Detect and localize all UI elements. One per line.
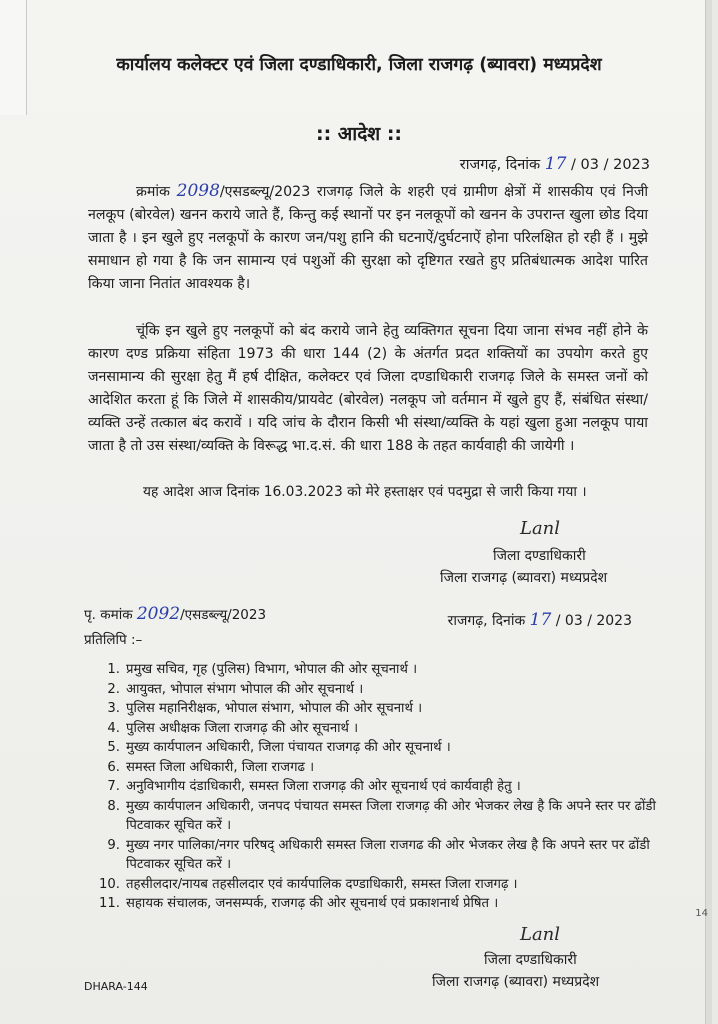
signature-1-district: जिला राजगढ़ (ब्यावरा) मध्यप्रदेश	[440, 570, 608, 586]
order-date	[460, 154, 650, 174]
signature-2-district: जिला राजगढ़ (ब्यावरा) मध्यप्रदेश	[432, 974, 600, 990]
copy-date	[448, 610, 632, 630]
copy-ref-suffix: /एसडब्ल्यू/2023	[180, 607, 267, 623]
list-item: 6. समस्त जिला अधिकारी, जिला राजगढ ।	[107, 759, 315, 775]
copy-date-prefix: राजगढ़, दिनांक	[447, 613, 526, 629]
date-day-handwritten: 17	[544, 154, 567, 174]
list-item: 10. तहसीलदार/नायब तहसीलदार एवं कार्यपालिक दण्डाधिकारी, समस्त जिला राजगढ़ ।	[99, 876, 518, 892]
signature-2	[520, 924, 560, 945]
order-number-suffix: /एसडब्ल्यू/2023	[219, 184, 311, 200]
signature-1	[520, 518, 560, 539]
issue-statement: यह आदेश आज दिनांक 16.03.2023 को मेरे हस्ताक्षर एवं पदमुद्रा से जारी किया गया ।	[143, 484, 587, 500]
date-prefix: राजगढ़, दिनांक	[459, 157, 541, 173]
list-item: 11. सहायक संचालक, जनसम्पर्क, राजगढ़ की ओर सूचनार्थ एवं प्रकाशनार्थ प्रेषित ।	[99, 896, 499, 911]
order-paragraph-1	[88, 180, 648, 296]
date-suffix: / 03 / 2023	[571, 157, 650, 173]
copy-date-suffix: / 03 / 2023	[555, 613, 632, 629]
list-item: 8. मुख्य कार्यपालन अधिकारी, जनपद पंचायत समस्त जिला राजगढ़ की ओर भेजकर लेख है कि अपने स्तर पर ढोंडी पिटवाकर सूचित करें ।	[107, 798, 656, 833]
signature-1-designation: जिला दण्डाधिकारी	[493, 548, 586, 564]
copy-ref-prefix: पृ. कमांक	[84, 607, 133, 623]
office-header: कार्यालय कलेक्टर एवं जिला दण्डाधिकारी, जिला राजगढ़ (ब्यावरा) मध्यप्रदेश	[116, 55, 602, 75]
copy-reference	[84, 604, 266, 624]
order-paragraph-2: चूंकि इन खुले हुए नलकूपों को बंद कराये जाने हेतु व्यक्तिगत सूचना दिया जाना संभव नहीं होने के कारण दण्ड प्रक्रिया संहिता 1973 की धारा 144 (2) के अंतर्गत प्रदत शक्तियों का उपयोग करते हुए जनसामान्य की सुरक्षा हेतु मैं हर्ष दीक्षित, कलेक्टर एवं जिला दण्डाधिकारी राजगढ़ जिले के समस्त जनों को आदेशित करता हूं कि जिले में शासकीय/प्रायवेट (बोरवेल) नलकूप जो वर्तमान में खुले हुए हैं, संबंधित संस्था/व्यक्ति उन्हें तत्काल बंद करावें । यदि जांच के दौरान किसी भी संस्था/व्यक्ति के यहां खुला हुआ नलकूप पाया जाता है तो उस संस्था/व्यक्ति के विरूद्ध भा.द.सं. की धारा 188 के तहत कार्यवाही की जायेगी ।	[88, 323, 648, 454]
list-item: 5. मुख्य कार्यपालन अधिकारी, जिला पंचायत राजगढ़ की ओर सूचनार्थ ।	[107, 740, 451, 755]
copy-list	[98, 660, 658, 914]
list-item: 7. अनुविभागीय दंडाधिकारी, समस्त जिला राजगढ़ की ओर सूचनार्थ एवं कार्यवाही हेतु ।	[107, 779, 521, 794]
list-item: 4. पुलिस अधीक्षक जिला राजगढ़ की ओर सूचनार्थ ।	[107, 720, 359, 736]
signature-2-designation: जिला दण्डाधिकारी	[484, 952, 577, 968]
copy-ref-handwritten: 2092	[136, 604, 181, 624]
list-item: 2. आयुक्त, भोपाल संभाग भोपाल की ओर सूचनार्थ ।	[107, 681, 364, 697]
paragraph-1-text: राजगढ़ जिले के शहरी एवं ग्रामीण क्षेत्रों में शासकीय एवं निजी नलकूप (बोरवेल) खनन कराये जाते हैं, किन्तु कई स्थानों पर इन नलकूपों को खनन के उपरान्त खुला छोड दिया जाता है । इन खुले हुए नलकूपों के कारण जन/पशु हानि की घटनाऐं/दुर्घटनाऐं होना परिलक्षित हो रही हैं । मुझे समाधान हो गया है कि जन सामान्य एवं पशुओं की सुरक्षा को दृष्टिगत रखते हुए प्रतिबंधात्मक आदेश पारित किया जाना नितांत आवश्यक है।	[88, 184, 649, 292]
copy-date-day-handwritten: 17	[529, 610, 552, 630]
signature-mark: Lanl	[520, 518, 561, 539]
order-number-prefix: क्रमांक	[136, 184, 170, 200]
list-item: 1. प्रमुख सचिव, गृह (पुलिस) विभाग, भोपाल की ओर सूचनार्थ ।	[107, 662, 418, 677]
copy-to-heading: प्रतिलिपि :–	[84, 632, 143, 648]
footer-code: DHARA-144	[84, 980, 148, 993]
margin-number: 14	[695, 908, 708, 919]
signature-mark: Lanl	[520, 924, 561, 945]
order-number-handwritten: 2098	[176, 181, 220, 201]
list-item: 3. पुलिस महानिरीक्षक, भोपाल संभाग, भोपाल की ओर सूचनार्थ ।	[107, 701, 423, 716]
order-title: :: आदेश ::	[315, 123, 403, 145]
page-edge	[705, 0, 712, 1024]
list-item: 9. मुख्य नगर पालिका/नगर परिषद् अधिकारी समस्त जिला राजगढ की ओर भेजकर लेख है कि अपने स्तर पर ढोंडी पिटवाकर सूचित करें ।	[107, 837, 650, 872]
